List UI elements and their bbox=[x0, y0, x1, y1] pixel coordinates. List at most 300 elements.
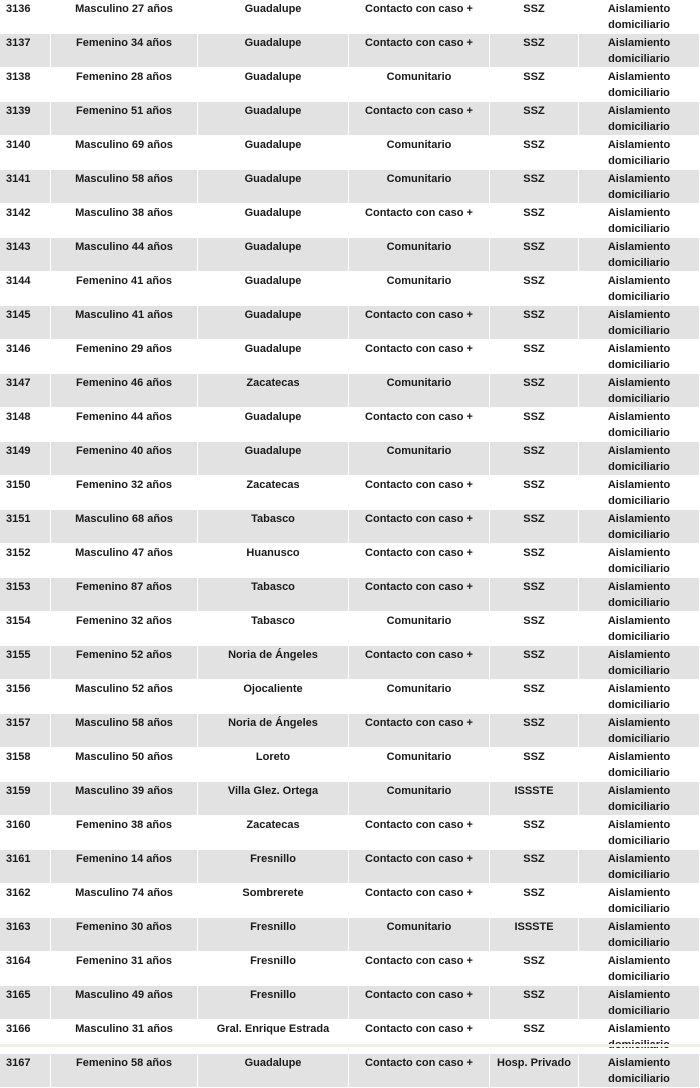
institution-cell bbox=[490, 884, 579, 918]
transmission-type-cell-text: Contacto con caso + bbox=[365, 547, 473, 559]
case-id-cell bbox=[0, 816, 51, 850]
table-row bbox=[0, 952, 700, 986]
status-cell bbox=[579, 340, 700, 374]
transmission-type-cell bbox=[349, 884, 490, 918]
table-row bbox=[0, 408, 700, 442]
case-description-cell-text: Femenino 41 años bbox=[76, 275, 172, 287]
municipality-cell bbox=[198, 680, 349, 714]
institution-cell-text: SSZ bbox=[523, 717, 545, 729]
status-cell bbox=[579, 748, 700, 782]
status-cell bbox=[579, 170, 700, 204]
municipality-cell bbox=[198, 68, 349, 102]
institution-cell-text: SSZ bbox=[523, 853, 545, 865]
status-cell bbox=[579, 850, 700, 884]
case-id-cell-text: 3158 bbox=[6, 751, 31, 763]
status-cell bbox=[579, 680, 700, 714]
transmission-type-cell-text: Comunitario bbox=[386, 139, 452, 151]
table-row bbox=[0, 748, 700, 782]
transmission-type-cell bbox=[349, 204, 490, 238]
transmission-type-cell-text: Contacto con caso + bbox=[365, 513, 473, 525]
municipality-cell bbox=[198, 884, 349, 918]
table-row bbox=[0, 204, 700, 238]
case-id-cell bbox=[0, 34, 51, 68]
case-description-cell bbox=[51, 918, 198, 952]
municipality-cell bbox=[198, 204, 349, 238]
case-description-cell-text: Femenino 32 años bbox=[76, 479, 172, 491]
case-id-cell bbox=[0, 476, 51, 510]
status-cell bbox=[579, 306, 700, 340]
status-cell bbox=[579, 884, 700, 918]
municipality-cell-text: Guadalupe bbox=[244, 241, 302, 253]
case-id-cell bbox=[0, 714, 51, 748]
municipality-cell-text: Guadalupe bbox=[244, 71, 302, 83]
case-id-cell bbox=[0, 782, 51, 816]
transmission-type-cell bbox=[349, 238, 490, 272]
case-description-cell-text: Femenino 87 años bbox=[76, 581, 172, 593]
transmission-type-cell-text: Contacto con caso + bbox=[365, 37, 473, 49]
table-row bbox=[0, 102, 700, 136]
municipality-cell-text: Guadalupe bbox=[244, 275, 302, 287]
institution-cell bbox=[490, 1054, 579, 1088]
case-id-cell-text: 3157 bbox=[6, 717, 31, 729]
status-cell-text: Aislamiento domiciliario bbox=[607, 445, 671, 473]
case-id-cell-text: 3143 bbox=[6, 241, 31, 253]
transmission-type-cell bbox=[349, 170, 490, 204]
status-cell-text: Aislamiento domiciliario bbox=[607, 887, 671, 915]
institution-cell bbox=[490, 204, 579, 238]
table-row bbox=[0, 510, 700, 544]
case-id-cell-text: 3161 bbox=[6, 853, 31, 865]
status-cell bbox=[579, 204, 700, 238]
case-id-cell-text: 3146 bbox=[6, 343, 31, 355]
municipality-cell bbox=[198, 272, 349, 306]
institution-cell bbox=[490, 680, 579, 714]
transmission-type-cell bbox=[349, 680, 490, 714]
case-description-cell-text: Femenino 30 años bbox=[76, 921, 172, 933]
municipality-cell bbox=[198, 136, 349, 170]
transmission-type-cell-text: Contacto con caso + bbox=[365, 309, 473, 321]
status-cell-text: Aislamiento domiciliario bbox=[607, 819, 671, 847]
transmission-type-cell bbox=[349, 476, 490, 510]
institution-cell-text: SSZ bbox=[523, 887, 545, 899]
status-cell-text: Aislamiento domiciliario bbox=[607, 37, 671, 65]
transmission-type-cell-text: Contacto con caso + bbox=[365, 105, 473, 117]
transmission-type-cell bbox=[349, 272, 490, 306]
status-cell bbox=[579, 476, 700, 510]
status-cell-text: Aislamiento bbox=[607, 1023, 671, 1035]
case-description-cell bbox=[51, 850, 198, 884]
table-row bbox=[0, 782, 700, 816]
case-description-cell bbox=[51, 306, 198, 340]
case-id-cell-text: 3142 bbox=[6, 207, 31, 219]
transmission-type-cell-text: Contacto con caso + bbox=[365, 581, 473, 593]
municipality-cell bbox=[198, 442, 349, 476]
institution-cell-text: SSZ bbox=[523, 139, 545, 151]
case-description-cell-text: Masculino 31 años bbox=[75, 1023, 173, 1035]
municipality-cell bbox=[198, 170, 349, 204]
municipality-cell-text: Loreto bbox=[255, 751, 291, 763]
case-description-cell bbox=[51, 238, 198, 272]
transmission-type-cell-text: Contacto con caso + bbox=[365, 479, 473, 491]
case-description-cell-text: Femenino 34 años bbox=[76, 37, 172, 49]
table-row bbox=[0, 884, 700, 918]
transmission-type-cell bbox=[349, 408, 490, 442]
table-row bbox=[0, 306, 700, 340]
case-id-cell bbox=[0, 0, 51, 34]
case-description-cell-text: Masculino 44 años bbox=[75, 241, 173, 253]
institution-cell bbox=[490, 136, 579, 170]
case-description-cell-text: Femenino 44 años bbox=[76, 411, 172, 423]
institution-cell-text: SSZ bbox=[523, 1023, 545, 1035]
case-description-cell bbox=[51, 748, 198, 782]
case-id-cell-text: 3140 bbox=[6, 139, 31, 151]
case-description-cell bbox=[51, 136, 198, 170]
institution-cell-text: SSZ bbox=[523, 377, 545, 389]
case-description-cell-text: Femenino 38 años bbox=[76, 819, 172, 831]
municipality-cell-text: Zacatecas bbox=[246, 479, 300, 491]
institution-cell-text: SSZ bbox=[523, 819, 545, 831]
status-cell bbox=[579, 782, 700, 816]
status-cell bbox=[579, 238, 700, 272]
status-cell-text: Aislamiento domiciliario bbox=[607, 853, 671, 881]
institution-cell bbox=[490, 816, 579, 850]
table-row bbox=[0, 0, 700, 34]
table-row bbox=[0, 476, 700, 510]
transmission-type-cell bbox=[349, 136, 490, 170]
case-id-cell-text: 3164 bbox=[6, 955, 31, 967]
municipality-cell-text: Guadalupe bbox=[244, 343, 302, 355]
case-id-cell bbox=[0, 850, 51, 884]
table-row bbox=[0, 612, 700, 646]
table-row bbox=[0, 1020, 700, 1054]
case-id-cell-text: 3151 bbox=[6, 513, 31, 525]
case-id-cell-text: 3141 bbox=[6, 173, 31, 185]
case-description-cell bbox=[51, 952, 198, 986]
institution-cell-text: SSZ bbox=[523, 581, 545, 593]
case-id-cell bbox=[0, 884, 51, 918]
case-id-cell bbox=[0, 170, 51, 204]
status-cell-text: Aislamiento domiciliario bbox=[607, 581, 671, 609]
status-cell bbox=[579, 986, 700, 1020]
transmission-type-cell bbox=[349, 646, 490, 680]
case-id-cell-text: 3149 bbox=[6, 445, 31, 457]
municipality-cell-text: Guadalupe bbox=[244, 37, 302, 49]
case-description-cell bbox=[51, 884, 198, 918]
case-id-cell-text: 3152 bbox=[6, 547, 31, 559]
municipality-cell bbox=[198, 612, 349, 646]
municipality-cell-text: Guadalupe bbox=[244, 139, 302, 151]
case-description-cell-text: Femenino 40 años bbox=[76, 445, 172, 457]
institution-cell bbox=[490, 476, 579, 510]
institution-cell bbox=[490, 306, 579, 340]
municipality-cell-text: Sombrerete bbox=[242, 887, 304, 899]
case-description-cell bbox=[51, 1054, 198, 1088]
case-description-cell bbox=[51, 272, 198, 306]
status-cell bbox=[579, 612, 700, 646]
institution-cell bbox=[490, 272, 579, 306]
institution-cell bbox=[490, 952, 579, 986]
municipality-cell-text: Huanusco bbox=[246, 547, 300, 559]
case-description-cell bbox=[51, 1020, 198, 1054]
municipality-cell bbox=[198, 544, 349, 578]
transmission-type-cell bbox=[349, 1020, 490, 1054]
municipality-cell-text: Tabasco bbox=[251, 581, 295, 593]
case-id-cell bbox=[0, 408, 51, 442]
case-description-cell-text: Masculino 38 años bbox=[75, 207, 173, 219]
institution-cell bbox=[490, 748, 579, 782]
municipality-cell bbox=[198, 850, 349, 884]
case-id-cell bbox=[0, 748, 51, 782]
municipality-cell-text: Fresnillo bbox=[250, 989, 296, 1001]
transmission-type-cell-text: Comunitario bbox=[386, 751, 452, 763]
transmission-type-cell-text: Contacto con caso + bbox=[365, 1023, 473, 1035]
institution-cell-text: SSZ bbox=[523, 343, 545, 355]
municipality-cell-text: Zacatecas bbox=[246, 819, 300, 831]
municipality-cell-text: Tabasco bbox=[251, 615, 295, 627]
transmission-type-cell-text: Comunitario bbox=[386, 445, 452, 457]
case-description-cell bbox=[51, 68, 198, 102]
transmission-type-cell bbox=[349, 340, 490, 374]
transmission-type-cell bbox=[349, 782, 490, 816]
municipality-cell bbox=[198, 918, 349, 952]
transmission-type-cell-text: Comunitario bbox=[386, 683, 452, 695]
institution-cell-text: ISSSTE bbox=[514, 785, 554, 797]
status-cell bbox=[579, 952, 700, 986]
status-cell-text: Aislamiento domiciliario bbox=[607, 241, 671, 269]
institution-cell bbox=[490, 170, 579, 204]
institution-cell-text: SSZ bbox=[523, 615, 545, 627]
transmission-type-cell-text: Comunitario bbox=[386, 71, 452, 83]
case-description-cell-text: Femenino 52 años bbox=[76, 649, 172, 661]
status-cell-text: Aislamiento domiciliario bbox=[607, 955, 671, 983]
status-cell bbox=[579, 136, 700, 170]
municipality-cell bbox=[198, 0, 349, 34]
status-cell bbox=[579, 68, 700, 102]
case-id-cell-text: 3166 bbox=[6, 1023, 31, 1035]
status-cell-text: Aislamiento domiciliario bbox=[607, 513, 671, 541]
institution-cell-text: ISSSTE bbox=[514, 921, 554, 933]
status-cell bbox=[579, 34, 700, 68]
transmission-type-cell bbox=[349, 34, 490, 68]
institution-cell-text: SSZ bbox=[523, 445, 545, 457]
transmission-type-cell-text: Comunitario bbox=[386, 615, 452, 627]
case-id-cell bbox=[0, 238, 51, 272]
case-description-cell-text: Masculino 68 años bbox=[75, 513, 173, 525]
case-description-cell bbox=[51, 612, 198, 646]
case-description-cell-text: Masculino 39 años bbox=[75, 785, 173, 797]
case-id-cell-text: 3136 bbox=[6, 3, 31, 15]
case-id-cell-text: 3147 bbox=[6, 377, 31, 389]
table-row bbox=[0, 544, 700, 578]
municipality-cell-text: Fresnillo bbox=[250, 921, 296, 933]
case-id-cell bbox=[0, 578, 51, 612]
case-description-cell-text: Femenino 58 años bbox=[76, 1057, 172, 1069]
municipality-cell-text: Guadalupe bbox=[244, 1057, 302, 1069]
table-row bbox=[0, 918, 700, 952]
status-cell-text: Aislamiento domiciliario bbox=[607, 275, 671, 303]
case-description-cell-text: Femenino 32 años bbox=[76, 615, 172, 627]
institution-cell bbox=[490, 0, 579, 34]
municipality-cell-text: Guadalupe bbox=[244, 105, 302, 117]
case-id-cell bbox=[0, 646, 51, 680]
institution-cell bbox=[490, 374, 579, 408]
transmission-type-cell-text: Contacto con caso + bbox=[365, 989, 473, 1001]
municipality-cell bbox=[198, 238, 349, 272]
municipality-cell bbox=[198, 986, 349, 1020]
case-description-cell bbox=[51, 782, 198, 816]
transmission-type-cell bbox=[349, 850, 490, 884]
case-description-cell-text: Femenino 29 años bbox=[76, 343, 172, 355]
municipality-cell-text: Guadalupe bbox=[244, 411, 302, 423]
transmission-type-cell bbox=[349, 374, 490, 408]
case-description-cell bbox=[51, 714, 198, 748]
case-id-cell bbox=[0, 136, 51, 170]
case-id-cell-text: 3160 bbox=[6, 819, 31, 831]
case-id-cell-text: 3153 bbox=[6, 581, 31, 593]
transmission-type-cell bbox=[349, 306, 490, 340]
transmission-type-cell bbox=[349, 748, 490, 782]
transmission-type-cell-text: Contacto con caso + bbox=[365, 853, 473, 865]
status-cell-text: Aislamiento domiciliario bbox=[607, 921, 671, 949]
institution-cell-text: SSZ bbox=[523, 955, 545, 967]
municipality-cell bbox=[198, 510, 349, 544]
status-cell-text: Aislamiento domiciliario bbox=[607, 479, 671, 507]
transmission-type-cell-text: Contacto con caso + bbox=[365, 343, 473, 355]
case-id-cell-text: 3155 bbox=[6, 649, 31, 661]
case-id-cell-text: 3162 bbox=[6, 887, 31, 899]
case-id-cell-text: 3137 bbox=[6, 37, 31, 49]
institution-cell-text: SSZ bbox=[523, 989, 545, 1001]
case-description-cell bbox=[51, 374, 198, 408]
institution-cell-text: SSZ bbox=[523, 241, 545, 253]
institution-cell-text: SSZ bbox=[523, 513, 545, 525]
status-cell-text: Aislamiento domiciliario bbox=[607, 615, 671, 643]
status-cell bbox=[579, 714, 700, 748]
case-id-cell bbox=[0, 680, 51, 714]
case-description-cell-text: Masculino 74 años bbox=[75, 887, 173, 899]
case-id-cell-text: 3167 bbox=[6, 1057, 31, 1069]
municipality-cell-text: Noria de Ángeles bbox=[228, 649, 318, 661]
case-id-cell bbox=[0, 68, 51, 102]
municipality-cell-text: Tabasco bbox=[251, 513, 295, 525]
case-description-cell-text: Masculino 52 años bbox=[75, 683, 173, 695]
case-id-cell-text: 3145 bbox=[6, 309, 31, 321]
case-description-cell bbox=[51, 408, 198, 442]
status-cell bbox=[579, 510, 700, 544]
status-cell-text: Aislamiento domiciliario bbox=[607, 989, 671, 1017]
case-id-cell bbox=[0, 1020, 51, 1054]
status-cell bbox=[579, 544, 700, 578]
status-cell-text: Aislamiento domiciliario bbox=[607, 717, 671, 745]
transmission-type-cell bbox=[349, 612, 490, 646]
status-cell-text: Aislamiento domiciliario bbox=[607, 785, 671, 813]
municipality-cell-text: Gral. Enrique Estrada bbox=[216, 1023, 330, 1035]
transmission-type-cell bbox=[349, 952, 490, 986]
municipality-cell-text: Noria de Ángeles bbox=[228, 717, 318, 729]
institution-cell-text: SSZ bbox=[523, 207, 545, 219]
institution-cell-text: SSZ bbox=[523, 71, 545, 83]
case-id-cell bbox=[0, 544, 51, 578]
case-id-cell-text: 3165 bbox=[6, 989, 31, 1001]
institution-cell-text: SSZ bbox=[523, 683, 545, 695]
table-row bbox=[0, 272, 700, 306]
institution-cell-text: SSZ bbox=[523, 479, 545, 491]
status-cell bbox=[579, 1054, 700, 1088]
table-row bbox=[0, 442, 700, 476]
transmission-type-cell bbox=[349, 986, 490, 1020]
status-cell bbox=[579, 374, 700, 408]
case-id-cell bbox=[0, 918, 51, 952]
transmission-type-cell-text: Contacto con caso + bbox=[365, 819, 473, 831]
institution-cell-text: SSZ bbox=[523, 649, 545, 661]
case-id-cell-text: 3139 bbox=[6, 105, 31, 117]
institution-cell bbox=[490, 442, 579, 476]
case-id-cell bbox=[0, 612, 51, 646]
status-cell bbox=[579, 0, 700, 34]
case-id-cell-text: 3148 bbox=[6, 411, 31, 423]
institution-cell bbox=[490, 68, 579, 102]
transmission-type-cell-text: Contacto con caso + bbox=[365, 887, 473, 899]
status-cell bbox=[579, 646, 700, 680]
table-row bbox=[0, 170, 700, 204]
case-id-cell bbox=[0, 1054, 51, 1088]
case-description-cell bbox=[51, 476, 198, 510]
case-description-cell bbox=[51, 0, 198, 34]
status-cell bbox=[579, 816, 700, 850]
municipality-cell-text: Guadalupe bbox=[244, 3, 302, 15]
status-cell bbox=[579, 918, 700, 952]
status-cell bbox=[579, 578, 700, 612]
case-description-cell bbox=[51, 102, 198, 136]
transmission-type-cell bbox=[349, 816, 490, 850]
institution-cell bbox=[490, 646, 579, 680]
municipality-cell bbox=[198, 816, 349, 850]
transmission-type-cell bbox=[349, 1054, 490, 1088]
institution-cell-text: SSZ bbox=[523, 3, 545, 15]
institution-cell bbox=[490, 1020, 579, 1054]
status-cell-text: Aislamiento domiciliario bbox=[607, 751, 671, 779]
case-description-cell-text: Masculino 58 años bbox=[75, 173, 173, 185]
status-cell-text: Aislamiento domiciliario bbox=[607, 1057, 671, 1085]
transmission-type-cell bbox=[349, 442, 490, 476]
table-row bbox=[0, 1054, 700, 1088]
table-row bbox=[0, 34, 700, 68]
table-row bbox=[0, 578, 700, 612]
municipality-cell bbox=[198, 714, 349, 748]
case-id-cell bbox=[0, 510, 51, 544]
case-description-cell bbox=[51, 680, 198, 714]
institution-cell-text: Hosp. Privado bbox=[497, 1057, 571, 1069]
case-description-cell-text: Femenino 46 años bbox=[76, 377, 172, 389]
municipality-cell bbox=[198, 306, 349, 340]
table-row bbox=[0, 68, 700, 102]
institution-cell bbox=[490, 850, 579, 884]
transmission-type-cell bbox=[349, 68, 490, 102]
case-id-cell-text: 3144 bbox=[6, 275, 31, 287]
case-description-cell-text: Masculino 27 años bbox=[75, 3, 173, 15]
case-description-cell bbox=[51, 170, 198, 204]
case-description-cell bbox=[51, 204, 198, 238]
municipality-cell bbox=[198, 408, 349, 442]
municipality-cell bbox=[198, 578, 349, 612]
institution-cell-text: SSZ bbox=[523, 37, 545, 49]
municipality-cell bbox=[198, 340, 349, 374]
transmission-type-cell-text: Contacto con caso + bbox=[365, 207, 473, 219]
status-cell-text: Aislamiento domiciliario bbox=[607, 547, 671, 575]
municipality-cell-text: Guadalupe bbox=[244, 309, 302, 321]
municipality-cell-text: Fresnillo bbox=[250, 955, 296, 967]
case-id-cell-text: 3156 bbox=[6, 683, 31, 695]
